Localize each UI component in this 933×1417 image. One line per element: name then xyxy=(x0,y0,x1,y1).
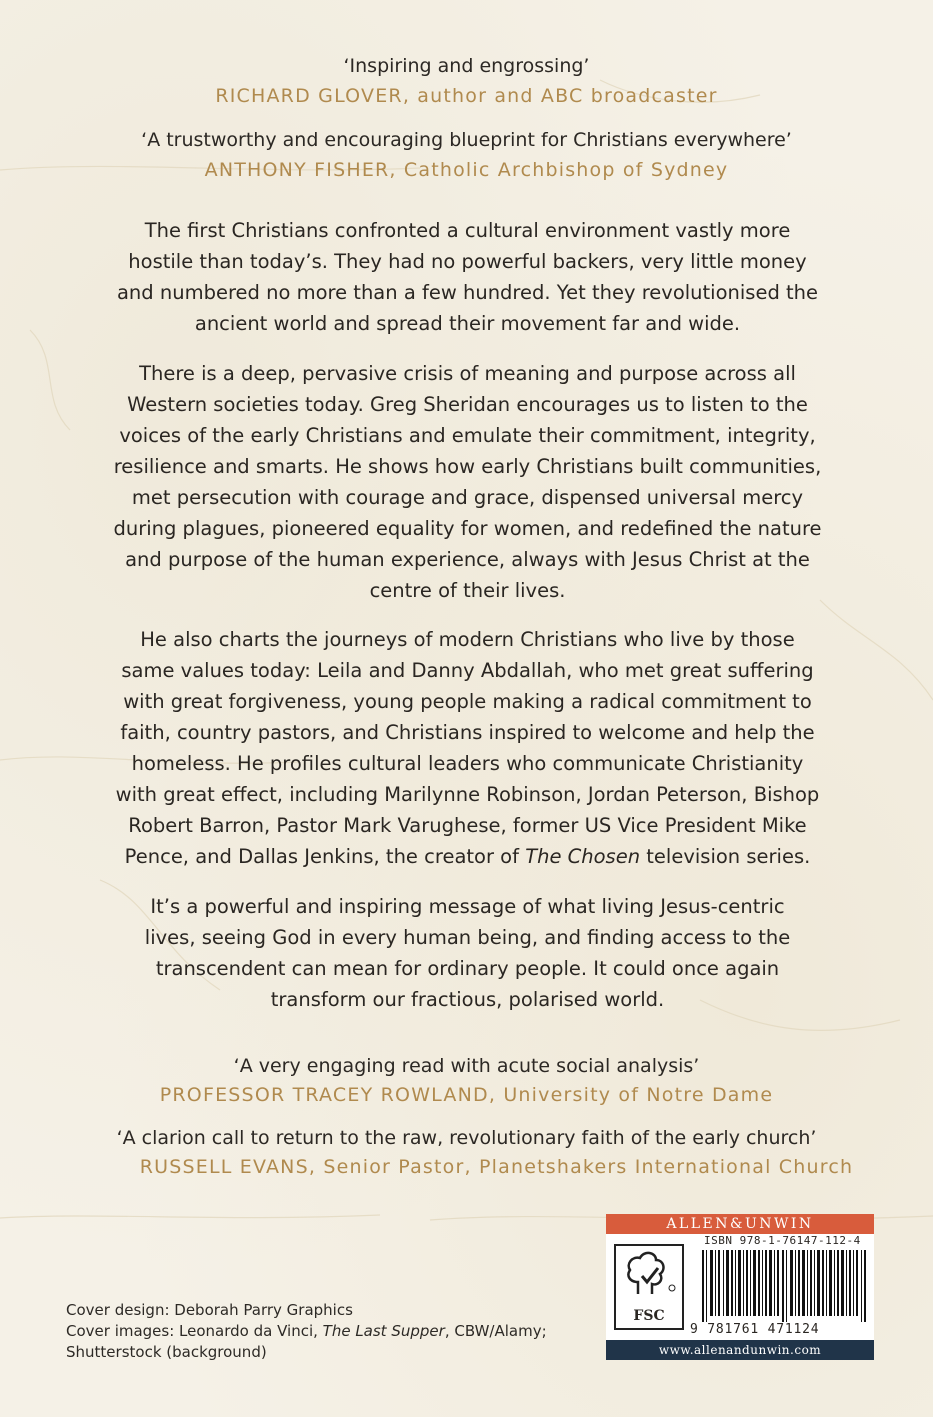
blurb-line: Western societies today. Greg Sheridan encourages us to listen to the xyxy=(127,393,808,416)
credit-text: Cover images: Leonardo da Vinci, xyxy=(66,1322,323,1340)
blurb-paragraph-1 xyxy=(95,215,840,339)
blurb-text: Pence, and Dallas Jenkins, the creator of xyxy=(124,845,526,868)
blurb-line: voices of the early Christians and emulate their commitment, integrity, xyxy=(119,424,816,447)
review-quote: ‘A clarion call to return to the raw, revolutionary faith of the early church’ xyxy=(116,1127,817,1149)
review-quote: ‘A very engaging read with acute social analysis’ xyxy=(233,1055,700,1077)
fsc-logo xyxy=(614,1244,684,1330)
blurb-line: and numbered no more than a few hundred. Yet they revolutionised the xyxy=(116,281,819,304)
blurb-line xyxy=(95,841,840,872)
quote-block xyxy=(0,1126,933,1180)
credit-text: , CBW/Alamy; xyxy=(444,1322,547,1340)
blurb-line: It’s a powerful and inspiring message of what living Jesus-centric xyxy=(150,895,785,918)
blurb-line: with great effect, including Marilynne Robinson, Jordan Peterson, Bishop xyxy=(115,783,820,806)
quote-block xyxy=(0,128,933,183)
blurb-line: hostile than today’s. They had no powerful backers, very little money xyxy=(128,250,807,273)
series-title: The Chosen xyxy=(525,845,641,868)
blurb-line: met persecution with courage and grace, dispensed universal mercy xyxy=(131,486,804,509)
blurb-line: ancient world and spread their movement far and wide. xyxy=(194,312,741,335)
artwork-title: The Last Supper xyxy=(322,1322,445,1340)
blurb-paragraph-2 xyxy=(95,358,840,606)
publisher-name: ALLEN&UNWIN xyxy=(606,1214,874,1234)
review-attribution: ANTHONY FISHER, Catholic Archbishop of Sydney xyxy=(204,159,729,181)
review-attribution: RUSSELL EVANS, Senior Pastor, Planetshakers International Church xyxy=(139,1156,854,1178)
blurb-line: centre of their lives. xyxy=(369,579,566,602)
blurb-line: The first Christians confronted a cultural environment vastly more xyxy=(144,219,791,242)
blurb-line: during plagues, pioneered equality for women, and redefined the nature xyxy=(113,517,822,540)
review-attribution: RICHARD GLOVER, author and ABC broadcaster xyxy=(215,85,718,107)
isbn-label: ISBN 978-1-76147-112-4 xyxy=(704,1234,861,1247)
review-attribution: PROFESSOR TRACEY ROWLAND, University of Notre Dame xyxy=(159,1084,774,1106)
blurb-line: and purpose of the human experience, always with Jesus Christ at the xyxy=(125,548,810,571)
fsc-label: FSC xyxy=(633,1308,665,1324)
publisher-website: www.allenandunwin.com xyxy=(606,1340,874,1360)
review-quote: ‘A trustworthy and encouraging blueprint for Christians everywhere’ xyxy=(141,129,792,151)
blurb-line: He also charts the journeys of modern Christians who live by those xyxy=(140,628,795,651)
barcode-number: 9 781761 471124 xyxy=(690,1322,820,1337)
blurb-line: same values today: Leila and Danny Abdallah, who met great suffering xyxy=(121,659,814,682)
blurb-line: There is a deep, pervasive crisis of meaning and purpose across all xyxy=(139,362,796,385)
blurb-line: transform our fractious, polarised world. xyxy=(270,988,665,1011)
blurb-line: Robert Barron, Pastor Mark Varughese, former US Vice President Mike xyxy=(128,814,807,837)
tree-check-icon xyxy=(616,1246,682,1306)
quote-block xyxy=(0,54,933,109)
barcode xyxy=(702,1250,866,1322)
cover-credits xyxy=(66,1300,547,1363)
credit-line xyxy=(66,1321,547,1342)
blurb-paragraph-4 xyxy=(95,891,840,1015)
credit-line: Cover design: Deborah Parry Graphics xyxy=(66,1301,353,1319)
blurb-paragraph-3 xyxy=(95,624,840,872)
review-quote: ‘Inspiring and engrossing’ xyxy=(343,55,590,77)
publisher-box xyxy=(606,1214,874,1360)
credit-line: Shutterstock (background) xyxy=(66,1343,267,1361)
barcode-panel xyxy=(606,1234,874,1340)
quote-block xyxy=(0,1054,933,1108)
blurb-line: homeless. He profiles cultural leaders who communicate Christianity xyxy=(131,752,804,775)
blurb-line: faith, country pastors, and Christians inspired to welcome and help the xyxy=(120,721,815,744)
blurb-line: resilience and smarts. He shows how early Christians built communities, xyxy=(113,455,822,478)
blurb-line: with great forgiveness, young people making a radical commitment to xyxy=(123,690,812,713)
blurb-text: television series. xyxy=(640,845,811,868)
blurb-line: transcendent can mean for ordinary people. It could once again xyxy=(155,957,780,980)
blurb-line: lives, seeing God in every human being, and finding access to the xyxy=(144,926,791,949)
